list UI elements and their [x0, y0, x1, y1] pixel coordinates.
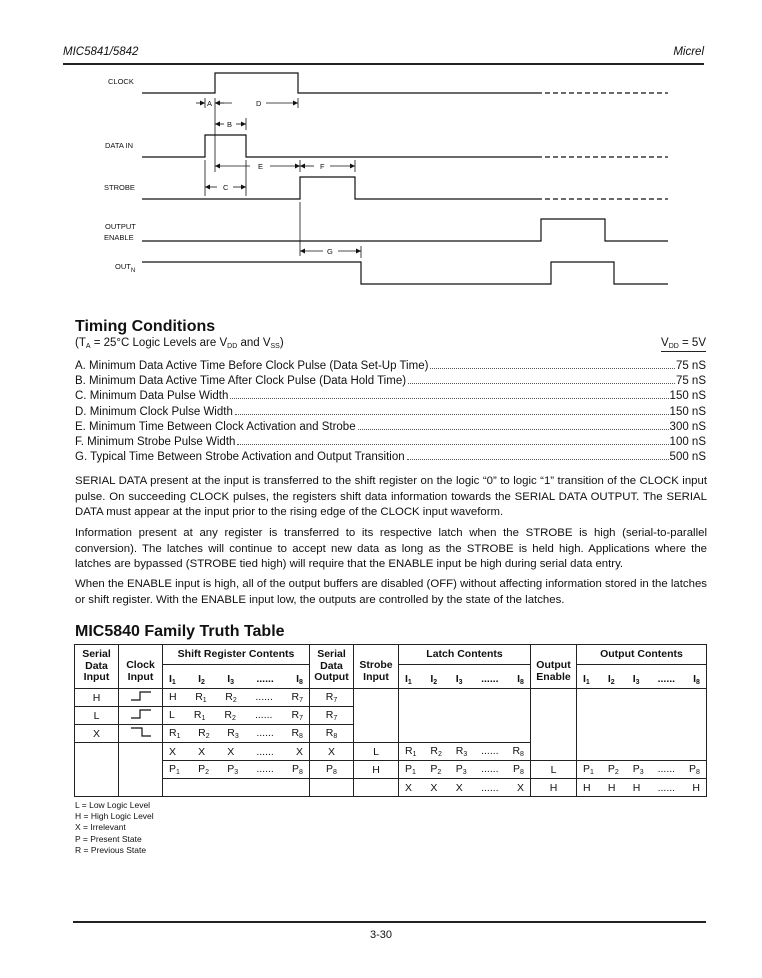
- header-output: Output Contents: [577, 645, 707, 665]
- timing-condition-row: D. Minimum Clock Pulse Width 150 nS: [75, 405, 706, 418]
- header-strobe-input: Strobe Input: [354, 645, 399, 689]
- header-latch: Latch Contents: [399, 645, 531, 665]
- cell-sdi: H: [75, 689, 119, 707]
- timing-conditions-subtitle: ($T_A = 25^\circ C$ Logic Levels are $V_{DD}$ and $V_{SS}$): [75, 337, 284, 350]
- legend-item: L = Low Logic Level: [75, 800, 151, 810]
- cell-oe: H: [531, 779, 577, 797]
- interval-d: D: [256, 99, 262, 108]
- interval-e: E: [258, 162, 264, 171]
- cell-strobe: H: [354, 761, 399, 779]
- timing-condition-row: C. Minimum Data Pulse Width 150 nS: [75, 390, 706, 403]
- legend-item: R = Previous State: [75, 844, 147, 855]
- clock-rising-edge-icon: [119, 689, 163, 707]
- label-out-n: $OUT_N$: [115, 262, 136, 274]
- legend-item: H = High Logic Level: [75, 811, 154, 822]
- paragraph-latch: Information present at any register is transferred to its respective latch when the STROBE is high (serial-to-parallel conversion). The latches will continue to accept new data as long as the STROBE is held high. Applications where the latches are bypassed (STROBE tied high) will require that the ENABLE input be high during serial data entry.: [75, 527, 707, 571]
- interval-c: C: [223, 183, 229, 192]
- legend-item: X = Irrelevant: [75, 822, 126, 833]
- timing-condition-row: E. Minimum Time Between Clock Activation and Strobe 300 nS: [75, 420, 706, 433]
- cell-clk-empty: [119, 743, 163, 797]
- out-n-waveform: [142, 262, 668, 284]
- header-brand: Micrel: [673, 46, 704, 58]
- cell-oe-empty: [531, 689, 577, 761]
- cell-sdo-empty: [310, 779, 354, 797]
- cell-latch: R1 R2 R3 ...... R8: [399, 743, 531, 761]
- header-shift-register: Shift Register Contents: [163, 645, 310, 665]
- timing-condition-row: B. Minimum Data Active Time After Clock Pulse (Data Hold Time) 75 nS: [75, 375, 706, 388]
- header-part-number: MIC5841/5842: [63, 46, 139, 58]
- interval-a: A: [207, 99, 213, 108]
- timing-condition-row: G. Typical Time Between Strobe Activation and Output Transition 500 nS: [75, 451, 706, 464]
- legend-item: P = Present State: [75, 833, 142, 844]
- label-output-enable-1: OUTPUT: [105, 222, 136, 231]
- table-row: [75, 761, 707, 779]
- label-output-enable-2: ENABLE: [104, 233, 134, 242]
- cell-strobe: L: [354, 743, 399, 761]
- label-strobe: STROBE: [104, 183, 135, 192]
- timing-diagram: [0, 0, 762, 300]
- truth-table-legend: [75, 800, 154, 856]
- cell-oe: L: [531, 761, 577, 779]
- table-row: [75, 779, 707, 797]
- cell-latch-empty: [399, 689, 531, 743]
- latch-bit-headers: I1 I2 I3 ...... I8: [399, 665, 531, 689]
- interval-b: B: [227, 120, 233, 129]
- cell-sdi: X: [75, 725, 119, 743]
- cell-sdi-empty: [75, 743, 119, 797]
- page-number: 3-30: [369, 929, 393, 941]
- footer-divider: [73, 921, 706, 923]
- cell-sdo: $R_7$: [310, 707, 354, 725]
- interval-f: F: [320, 162, 325, 171]
- timing-conditions-title: Timing Conditions: [75, 318, 216, 335]
- label-clock: CLOCK: [108, 77, 134, 86]
- cell-sdo: $R_7$: [310, 689, 354, 707]
- cell-latch: X X X ...... X: [399, 779, 531, 797]
- cell-sdo: $R_8$: [310, 725, 354, 743]
- clock-falling-edge-icon: [119, 725, 163, 743]
- vdd-column-header: $V_{DD} = 5V$: [661, 337, 706, 350]
- paragraph-enable: When the ENABLE input is high, all of the output buffers are disabled (OFF) without affecting information stored in the latches or shift register. With the ENABLE input low, the outputs are controlled by the state of the latches.: [75, 578, 707, 606]
- timing-condition-row: A. Minimum Data Active Time Before Clock Pulse (Data Set-Up Time) 75 nS: [75, 360, 706, 372]
- cell-output: P1 P2 P3 ...... P8: [577, 761, 707, 779]
- strobe-waveform: [142, 177, 668, 199]
- label-data-in: DATA IN: [105, 141, 134, 150]
- cell-shift: X X X ...... X: [163, 743, 310, 761]
- cell-shift-empty: [163, 779, 310, 797]
- header-clock-input: Clock Input: [119, 645, 163, 689]
- cell-latch: P1 P2 P3 ...... P8: [399, 761, 531, 779]
- clock-waveform: [142, 73, 668, 93]
- cell-sdo: X: [310, 743, 354, 761]
- header-serial-data-input: Serial Data Input: [75, 645, 119, 689]
- paragraph-serial-data: SERIAL DATA present at the input is transferred to the shift register on the logic “0” to logic “1” transition of the CLOCK input pulse. On succeeding CLOCK pulses, the registers shift data information towards the SERIAL DATA OUTPUT. The SERIAL DATA must appear at the input prior to the rising edge of the CLOCK input waveform.: [75, 475, 707, 519]
- header-output-enable: Output Enable: [531, 645, 577, 689]
- cell-output-empty: [577, 689, 707, 761]
- cell-shift: L R1 R2 ...... R7: [163, 707, 310, 725]
- timing-conditions-list: [75, 359, 706, 465]
- cell-sdi: L: [75, 707, 119, 725]
- cell-strobe-empty: [354, 779, 399, 797]
- timing-condition-row: F. Minimum Strobe Pulse Width 100 nS: [75, 436, 706, 449]
- table-row: [75, 689, 707, 707]
- truth-table-title: MIC5840 Family Truth Table: [75, 623, 285, 640]
- cell-shift: P1 P2 P3 ...... P8: [163, 761, 310, 779]
- output-enable-waveform: [142, 219, 668, 241]
- output-bit-headers: I1 I2 I3 ...... I8: [577, 665, 707, 689]
- header-serial-data-output: Serial Data Output: [310, 645, 354, 689]
- truth-table: [74, 644, 707, 797]
- cell-sdo: $P_8$: [310, 761, 354, 779]
- shift-bit-headers: I1 I2 I3 ...... I8: [163, 665, 310, 689]
- data-in-waveform: [142, 135, 668, 157]
- cell-output: H H H ...... H: [577, 779, 707, 797]
- cell-strobe-empty: [354, 689, 399, 743]
- cell-shift: R1 R2 R3 ...... R8: [163, 725, 310, 743]
- interval-g: G: [327, 247, 333, 256]
- clock-rising-edge-icon: [119, 707, 163, 725]
- cell-shift: H R1 R2 ...... R7: [163, 689, 310, 707]
